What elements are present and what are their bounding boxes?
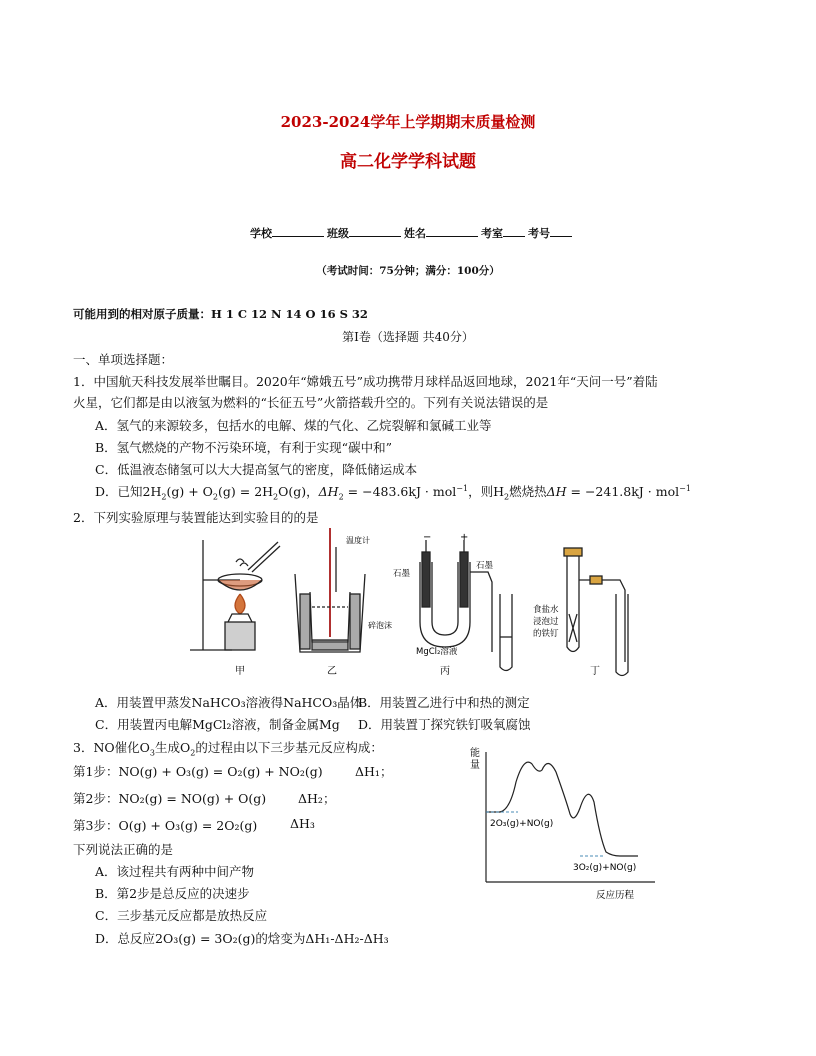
q3-stem: 3．NO催化$O_3$生成$O_2$的过程由以下三步基元反应构成： xyxy=(73,740,383,758)
q3-step1-dh: ΔH₁； xyxy=(355,764,393,779)
q3-energy-diagram xyxy=(460,742,660,907)
q3-step2: 第2步：NO₂(g) = NO(g) + O(g) xyxy=(73,791,267,806)
school-blank[interactable] xyxy=(272,225,324,237)
label-jia: 甲 xyxy=(235,666,245,677)
y-label-2: 量 xyxy=(470,760,480,771)
label-nail-1: 食盐水 xyxy=(533,605,559,615)
label-mgcl2: MgCl₂溶液 xyxy=(416,647,458,657)
start-label: 2O₃(g)+NO(g) xyxy=(490,819,554,829)
q3-option-c[interactable]: C．三步基元反应都是放热反应 xyxy=(95,908,268,923)
label-bing: 丙 xyxy=(440,666,450,677)
q1-option-b[interactable]: B．氢气燃烧的产物不污染环境，有利于实现“碳中和” xyxy=(95,440,392,455)
exam-subtitle: 高二化学学科试题 xyxy=(340,152,476,172)
label-graphite-right: 石墨 xyxy=(476,561,494,571)
q2-stem: 2．下列实验原理与装置能达到实验目的的是 xyxy=(73,510,319,525)
q1-stem-line1: 1．中国航天科技发展举世瞩目。2020年“嫦娥五号”成功携带月球样品返回地球，2021年“天问一号”着陆 xyxy=(73,374,658,389)
room-label: 考室 xyxy=(481,227,503,240)
q2-apparatus-figure xyxy=(170,522,660,687)
class-blank[interactable] xyxy=(349,225,401,237)
exam-time: （考试时间：75分钟；满分：100分） xyxy=(316,265,500,277)
exam-title: 2023-2024学年上学期期末质量检测 xyxy=(280,113,536,131)
student-info-line xyxy=(250,225,575,241)
apparatus-yi xyxy=(295,528,365,652)
q1-option-d[interactable]: D．已知$2H_2(g) + O_2(g) = 2H_2O(g)$，$\Delta H_2 = -483.6kJ \cdot mol^{-1}$，则$H_2$燃烧热ΔH = −241.8kJ · mol$^{-1}$ xyxy=(95,483,691,502)
label-foam: 碎泡沫 xyxy=(368,621,392,630)
q2-option-a[interactable]: A．用装置甲蒸发NaHCO₃溶液得NaHCO₃晶体 xyxy=(95,695,363,710)
apparatus-jia xyxy=(190,540,280,650)
q3-question: 下列说法正确的是 xyxy=(73,842,174,857)
q3-option-d[interactable]: D．总反应2O₃(g) = 3O₂(g)的焓变为ΔH₁-ΔH₂-ΔH₃ xyxy=(95,931,389,946)
label-graphite-left: 石墨 xyxy=(393,569,411,579)
q2-option-c[interactable]: C．用装置丙电解MgCl₂溶液，制备金属Mg xyxy=(95,717,340,732)
q3-step3-dh: ΔH₃ xyxy=(290,816,315,831)
q1-stem-line2: 火星，它们都是由以液氢为燃料的“长征五号”火箭搭载升空的。下列有关说法错误的是 xyxy=(73,395,549,410)
section-title: 第Ⅰ卷（选择题 共40分） xyxy=(342,330,474,344)
label-ding: 丁 xyxy=(590,666,600,677)
school-label: 学校 xyxy=(250,227,272,240)
label-plus: + xyxy=(460,532,469,543)
name-label: 姓名 xyxy=(404,227,426,240)
label-nail-2: 浸泡过 xyxy=(533,617,559,627)
name-blank[interactable] xyxy=(426,225,478,237)
label-yi: 乙 xyxy=(327,666,337,677)
number-blank[interactable] xyxy=(550,225,572,237)
y-label-1: 能 xyxy=(470,748,480,759)
q3-option-a[interactable]: A．该过程共有两种中间产物 xyxy=(95,864,255,879)
q3-step3: 第3步：O(g) + O₃(g) = 2O₂(g) xyxy=(73,818,258,833)
class-label: 班级 xyxy=(327,227,349,240)
apparatus-ding xyxy=(564,548,628,676)
number-label: 考号 xyxy=(528,227,550,240)
label-nail-3: 的铁钉 xyxy=(533,629,559,639)
q3-step1: 第1步：NO(g) + O₃(g) = O₂(g) + NO₂(g) xyxy=(73,764,323,779)
end-label: 3O₂(g)+NO(g) xyxy=(573,863,637,873)
q2-option-d[interactable]: D．用装置丁探究铁钉吸氧腐蚀 xyxy=(358,717,531,732)
energy-curve xyxy=(486,762,638,856)
room-blank[interactable] xyxy=(503,225,525,237)
label-thermometer: 温度计 xyxy=(346,536,370,545)
question-type: 一、单项选择题： xyxy=(73,352,174,367)
atomic-masses: 可能用到的相对原子质量：H 1 C 12 N 14 O 16 S 32 xyxy=(73,307,368,321)
label-minus: − xyxy=(423,532,432,543)
q1-option-a[interactable]: A．氢气的来源较多，包括水的电解、煤的气化、乙烷裂解和氯碱工业等 xyxy=(95,418,492,433)
x-label: 反应历程 xyxy=(596,890,635,901)
q3-option-b[interactable]: B．第2步是总反应的决速步 xyxy=(95,886,250,901)
q3-step2-dh: ΔH₂； xyxy=(298,791,336,806)
q2-option-b[interactable]: B．用装置乙进行中和热的测定 xyxy=(358,695,530,710)
q1-option-c[interactable]: C．低温液态储氢可以大大提高氢气的密度，降低储运成本 xyxy=(95,462,418,477)
